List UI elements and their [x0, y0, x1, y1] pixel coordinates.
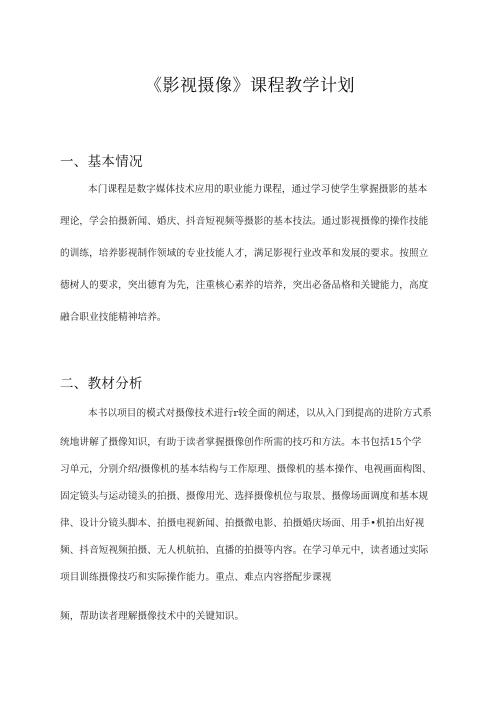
paragraph-line: 律、设计分镜头脚本、拍摄电视新闻、拍摄微电影、拍摄婚庆场面、用手•机拍出好视 [60, 518, 425, 529]
section-heading-textbook-analysis: 二、教材分析 [60, 376, 143, 392]
paragraph-line: 本书以项目的模式对摄像技术进行r较全面的阐述，以从入门到提高的进阶方式系 [88, 408, 432, 419]
paragraph-line: 融合职业技能精神培养。 [60, 312, 167, 323]
paragraph-line: 的训练，培养影视制作领域的专业技能人才，满足影视行业改革和发展的要求。按照立 [60, 248, 429, 259]
paragraph-line: 德树人的要求，突出德育为先，注重核心素养的培养，突出必备品格和关键能力，高度 [60, 280, 429, 291]
paragraph-line: 统地讲解了摄像知识，有助于读者掌握摄像创作所需的技巧和方法。本书包括15个学 [60, 437, 422, 448]
paragraph-line: 固定镜头与运动镜头的拍摄、摄像用光、选择摄像机位与取景、摄像场面调度和基本规 [60, 491, 429, 502]
paragraph-line: 理论，学会拍摄新闻、婚庆、抖音短视频等摄影的基本技法。通过影视摄像的操作技能 [60, 216, 429, 227]
document-title: 《影视摄像》课程教学计划 [145, 76, 355, 96]
section-heading-basic-info: 一、基本情况 [60, 154, 143, 170]
paragraph-line: 习单元，分别介绍/摄像机的基本结构与工作原理、摄像机的基本操作、电视画面构图、 [60, 464, 432, 475]
paragraph-line: 项目训练摄像技巧和实际操作能力。重点、难点内容搭配步课视 [60, 572, 332, 583]
paragraph-line: 频、抖音短视频拍摄、无人机航拍、直播的拍摄等内容。在学习单元中，读者通过实际 [60, 545, 429, 556]
paragraph-line: 频，帮助读者理解摄像技术中的关键知识。 [60, 611, 245, 622]
paragraph-line: 本门课程是数字媒体技术应用的职业能力课程，通过学习使学生掌握摄影的基本 [88, 184, 428, 195]
